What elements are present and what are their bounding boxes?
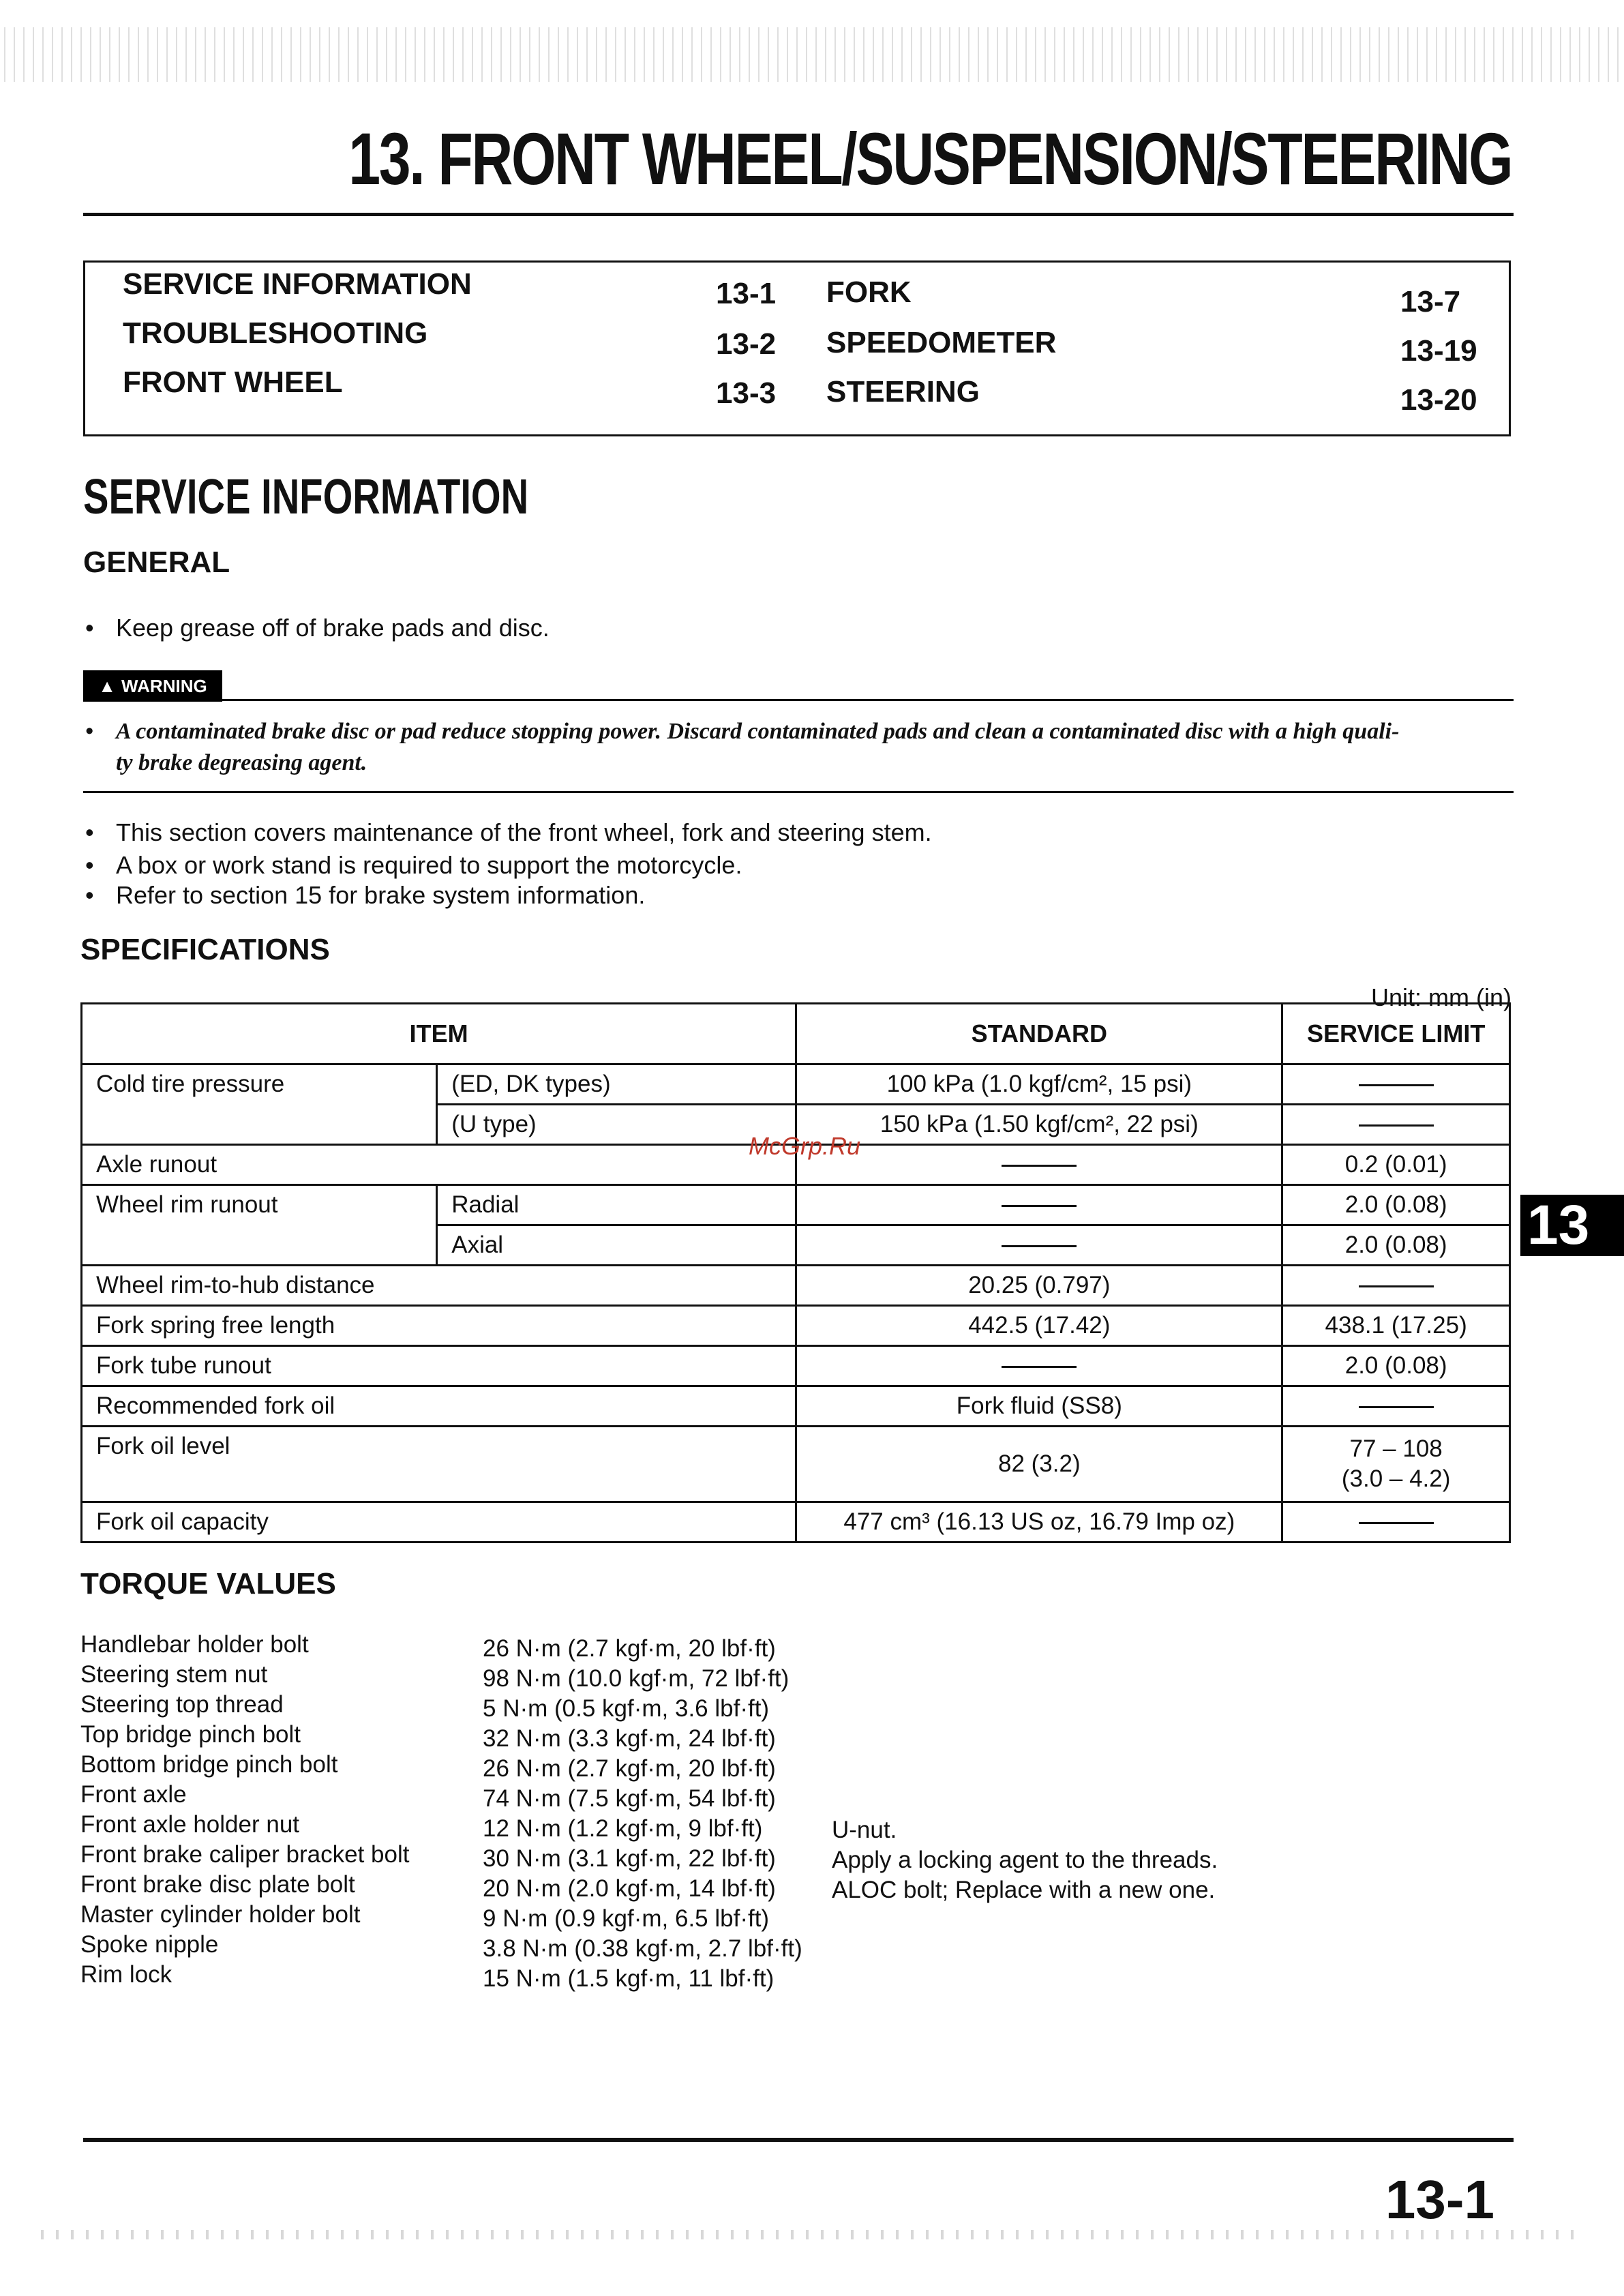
dash — [1002, 1205, 1077, 1207]
general-bullet — [85, 818, 932, 847]
header-service-limit: SERVICE LIMIT — [1282, 1004, 1510, 1064]
scan-noise-bottom — [41, 2230, 1582, 2239]
unit-label: Unit: mm (in) — [1371, 983, 1512, 1011]
table-header-row — [82, 1004, 1510, 1064]
torque-name: Front axle holder nut — [80, 1811, 300, 1838]
toc-label-service-information[interactable]: SERVICE INFORMATION — [123, 267, 472, 301]
limit-cell — [1282, 1427, 1510, 1502]
toc-page-fork: 13-7 — [1400, 285, 1461, 318]
page-number: 13-1 — [1385, 2169, 1494, 2230]
torque-values — [483, 1634, 802, 1994]
toc-label-speedometer[interactable]: SPEEDOMETER — [826, 326, 1057, 359]
limit-cell: 2.0 (0.08) — [1282, 1346, 1510, 1386]
table-row — [82, 1386, 1510, 1427]
table-row — [82, 1427, 1510, 1502]
general-bullet — [85, 851, 742, 880]
bullet-text: Keep grease off of brake pads and disc. — [116, 614, 550, 642]
specifications-table — [80, 1002, 1511, 1543]
title-rule — [83, 213, 1514, 216]
limit-cell — [1282, 1105, 1510, 1145]
dash — [1359, 1522, 1434, 1524]
torque-name: Steering top thread — [80, 1691, 284, 1718]
sub-item-cell: Axial — [437, 1225, 796, 1266]
limit-cell — [1282, 1266, 1510, 1306]
torque-name: Spoke nipple — [80, 1931, 219, 1958]
table-row — [82, 1502, 1510, 1542]
torque-name: Front brake disc plate bolt — [80, 1871, 355, 1898]
toc-page-front-wheel: 13-3 — [716, 376, 777, 410]
warning-text — [85, 716, 1514, 779]
bullet-text: This section covers maintenance of the front wheel, fork and steering stem. — [116, 818, 932, 846]
warning-rule-bottom — [83, 791, 1514, 793]
toc-page-speedometer: 13-19 — [1400, 334, 1477, 368]
bullet-text: Refer to section 15 for brake system information. — [116, 881, 646, 909]
torque-value: 32 N·m (3.3 kgf·m, 24 lbf·ft) — [483, 1725, 776, 1752]
header-item: ITEM — [82, 1004, 796, 1064]
item-cell: Axle runout — [82, 1145, 796, 1185]
bullet-dot: • — [85, 818, 94, 846]
general-heading: GENERAL — [83, 546, 230, 579]
bullet-dot: • — [85, 614, 94, 642]
item-cell: Cold tire pressure — [82, 1064, 437, 1145]
torque-heading: TORQUE VALUES — [80, 1567, 336, 1600]
warning-triangle-icon: ▲ — [98, 675, 117, 696]
item-cell: Fork oil level — [82, 1427, 796, 1502]
watermark: McGrp.Ru — [749, 1132, 861, 1160]
toc-label-fork[interactable]: FORK — [826, 275, 912, 309]
dash — [1359, 1406, 1434, 1408]
bullet-dot: • — [85, 881, 94, 909]
dash — [1359, 1285, 1434, 1287]
bullet-dot: • — [85, 719, 93, 744]
torque-name: Front brake caliper bracket bolt — [80, 1841, 410, 1868]
section-tab: 13 — [1520, 1195, 1624, 1256]
torque-name: Handlebar holder bolt — [80, 1631, 309, 1658]
sub-item-cell: (U type) — [437, 1105, 796, 1145]
scan-noise-top — [0, 27, 1624, 82]
table-row — [82, 1064, 1510, 1105]
dash — [1002, 1165, 1077, 1167]
torque-name: Rim lock — [80, 1961, 172, 1988]
table-row — [82, 1185, 1510, 1225]
limit-cell: 438.1 (17.25) — [1282, 1306, 1510, 1346]
toc-page-troubleshooting: 13-2 — [716, 327, 777, 361]
torque-name: Front axle — [80, 1781, 187, 1808]
page-title: 13. FRONT WHEEL/SUSPENSION/STEERING — [348, 117, 1512, 200]
limit-cell: 2.0 (0.08) — [1282, 1225, 1510, 1266]
section-title: SERVICE INFORMATION — [83, 470, 529, 524]
warning-badge — [83, 670, 222, 702]
limit-cell: 0.2 (0.01) — [1282, 1145, 1510, 1185]
dash — [1359, 1084, 1434, 1086]
standard-cell: 20.25 (0.797) — [796, 1266, 1282, 1306]
standard-cell: 477 cm³ (16.13 US oz, 16.79 Imp oz) — [796, 1502, 1282, 1542]
bullet-dot: • — [85, 851, 94, 879]
limit-line-1: 77 – 108 — [1349, 1435, 1443, 1462]
item-cell: Fork spring free length — [82, 1306, 796, 1346]
torque-name: Steering stem nut — [80, 1661, 268, 1688]
item-cell: Fork tube runout — [82, 1346, 796, 1386]
torque-value: 20 N·m (2.0 kgf·m, 14 lbf·ft) — [483, 1875, 776, 1902]
standard-cell: Fork fluid (SS8) — [796, 1386, 1282, 1427]
torque-value: 26 N·m (2.7 kgf·m, 20 lbf·ft) — [483, 1635, 776, 1662]
standard-cell: 442.5 (17.42) — [796, 1306, 1282, 1346]
table-row — [82, 1266, 1510, 1306]
torque-value: 12 N·m (1.2 kgf·m, 9 lbf·ft) — [483, 1815, 763, 1842]
standard-cell — [796, 1185, 1282, 1225]
warning-line-1: A contaminated brake disc or pad reduce stopping power. Discard contaminated pads and clean a contaminated disc with a high quali- — [116, 719, 1400, 744]
torque-names — [80, 1630, 409, 1990]
torque-name: Top bridge pinch bolt — [80, 1721, 301, 1748]
torque-value: 98 N·m (10.0 kgf·m, 72 lbf·ft) — [483, 1665, 790, 1692]
general-bullet — [85, 881, 646, 910]
limit-cell: 2.0 (0.08) — [1282, 1185, 1510, 1225]
warning-line-2: ty brake degreasing agent. — [116, 750, 367, 775]
sub-item-cell: (ED, DK types) — [437, 1064, 796, 1105]
item-cell: Recommended fork oil — [82, 1386, 796, 1427]
table-row — [82, 1306, 1510, 1346]
toc-label-troubleshooting[interactable]: TROUBLESHOOTING — [123, 316, 428, 350]
item-cell: Wheel rim runout — [82, 1185, 437, 1266]
limit-cell — [1282, 1386, 1510, 1427]
limit-cell — [1282, 1502, 1510, 1542]
warning-rule-top — [222, 699, 1514, 701]
limit-cell — [1282, 1064, 1510, 1105]
torque-note: U-nut. — [832, 1817, 897, 1843]
general-bullet — [85, 614, 550, 642]
toc-page-service-information: 13-1 — [716, 277, 777, 310]
torque-value: 3.8 N·m (0.38 kgf·m, 2.7 lbf·ft) — [483, 1935, 802, 1962]
limit-line-2: (3.0 – 4.2) — [1341, 1465, 1451, 1492]
standard-cell — [796, 1145, 1282, 1185]
torque-value: 30 N·m (3.1 kgf·m, 22 lbf·ft) — [483, 1845, 776, 1872]
torque-value: 9 N·m (0.9 kgf·m, 6.5 lbf·ft) — [483, 1905, 770, 1932]
header-standard: STANDARD — [796, 1004, 1282, 1064]
torque-value: 15 N·m (1.5 kgf·m, 11 lbf·ft) — [483, 1965, 775, 1992]
item-cell: Wheel rim-to-hub distance — [82, 1266, 796, 1306]
torque-note: ALOC bolt; Replace with a new one. — [832, 1877, 1216, 1903]
footer-rule — [83, 2138, 1514, 2142]
standard-cell — [796, 1225, 1282, 1266]
torque-notes — [832, 1815, 1218, 1905]
torque-value: 5 N·m (0.5 kgf·m, 3.6 lbf·ft) — [483, 1695, 770, 1722]
dash — [1002, 1245, 1077, 1247]
torque-name: Master cylinder holder bolt — [80, 1901, 361, 1928]
bullet-text: A box or work stand is required to support the motorcycle. — [116, 851, 742, 879]
toc-label-steering[interactable]: STEERING — [826, 375, 980, 408]
toc-label-front-wheel[interactable]: FRONT WHEEL — [123, 366, 343, 399]
item-cell: Fork oil capacity — [82, 1502, 796, 1542]
specifications-heading: SPECIFICATIONS — [80, 933, 330, 966]
standard-cell: 150 kPa (1.50 kgf/cm², 22 psi) — [796, 1105, 1282, 1145]
torque-value: 26 N·m (2.7 kgf·m, 20 lbf·ft) — [483, 1755, 776, 1782]
standard-cell: 100 kPa (1.0 kgf/cm², 15 psi) — [796, 1064, 1282, 1105]
dash — [1002, 1366, 1077, 1368]
dash — [1359, 1124, 1434, 1127]
toc-page-steering: 13-20 — [1400, 383, 1477, 417]
torque-value: 74 N·m (7.5 kgf·m, 54 lbf·ft) — [483, 1785, 776, 1812]
torque-name: Bottom bridge pinch bolt — [80, 1751, 338, 1778]
standard-cell — [796, 1346, 1282, 1386]
warning-label: WARNING — [121, 675, 207, 696]
torque-note: Apply a locking agent to the threads. — [832, 1847, 1218, 1873]
sub-item-cell: Radial — [437, 1185, 796, 1225]
standard-cell: 82 (3.2) — [796, 1427, 1282, 1502]
table-row — [82, 1346, 1510, 1386]
